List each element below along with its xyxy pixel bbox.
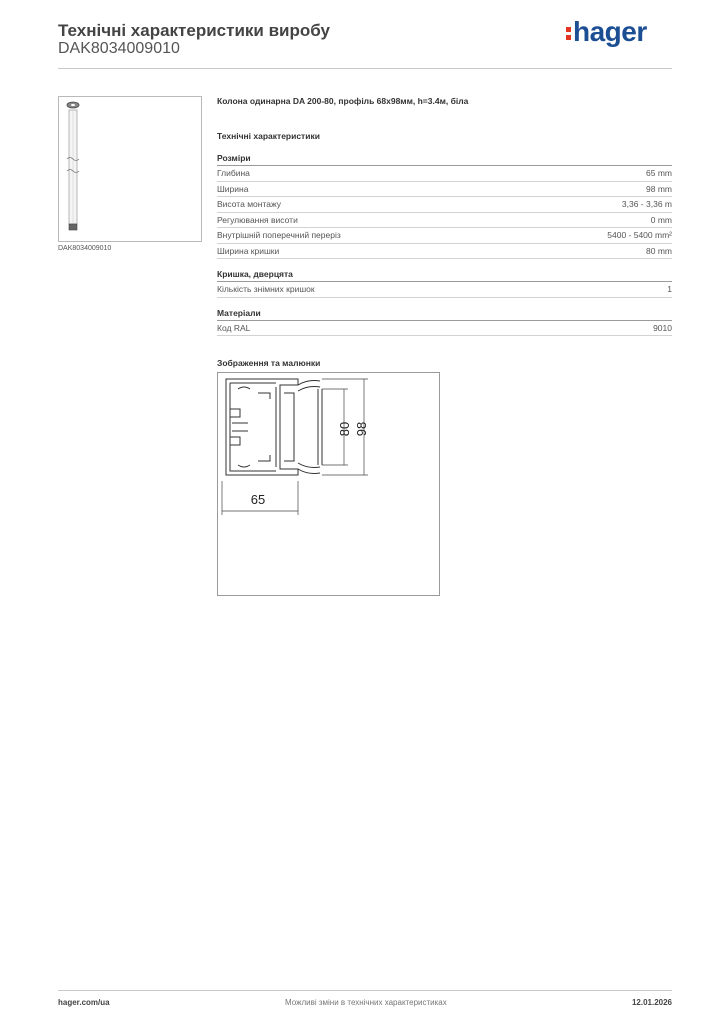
- spec-value: 5400 - 5400 mm²: [607, 230, 672, 240]
- spec-value: 9010: [653, 322, 672, 333]
- footer-divider: [58, 990, 672, 991]
- footer-website-link[interactable]: hager.com/ua: [58, 998, 110, 1007]
- column-product-icon: [59, 97, 201, 241]
- spec-group-title: Розміри: [217, 153, 672, 166]
- header-product-code: DAK8034009010: [58, 40, 180, 57]
- logo-dots-icon: [566, 24, 571, 43]
- spec-row: [217, 166, 672, 182]
- specs-section-title: Технічні характеристики: [217, 131, 320, 141]
- spec-label: Код RAL: [217, 322, 251, 333]
- product-title: Колона одинарна DA 200-80, профіль 68х98мм, h=3.4м, біла: [217, 96, 469, 106]
- footer-notice: Можливі зміни в технічних характеристиках: [285, 998, 447, 1007]
- header-divider: [58, 68, 672, 69]
- drawings-section-title: Зображення та малюнки: [217, 358, 321, 368]
- dimension-depth-label: 65: [250, 492, 266, 507]
- spec-label: Ширина кришки: [217, 245, 280, 256]
- spec-group-title: Матеріали: [217, 308, 672, 321]
- spec-value: 1: [667, 284, 672, 294]
- spec-label: Внутрішній поперечний переріз: [217, 230, 341, 240]
- spec-row: [217, 282, 672, 298]
- product-thumbnail: [58, 96, 202, 242]
- dimension-cover-label: 80: [337, 421, 352, 437]
- spec-label: Регулювання висоти: [217, 214, 298, 225]
- technical-drawing: [217, 372, 440, 596]
- spec-row: [217, 321, 672, 337]
- hager-logo[interactable]: [566, 16, 647, 48]
- dimension-width-label: 98: [354, 421, 369, 437]
- spec-row: [217, 228, 672, 244]
- spec-value: 65 mm: [646, 168, 672, 178]
- product-details: [217, 96, 672, 380]
- footer-date: 12.01.2026: [631, 998, 672, 1007]
- spec-value: 98 mm: [646, 183, 672, 194]
- spec-value: 3,36 - 3,36 m: [621, 199, 672, 209]
- header-title: Технічні характеристики виробу: [58, 21, 330, 40]
- spec-label: Кількість знімних кришок: [217, 284, 315, 294]
- spec-group-materials: [217, 308, 672, 337]
- spec-group-dimensions: [217, 153, 672, 259]
- spec-row: [217, 244, 672, 260]
- spec-group-title: Кришка, дверцята: [217, 269, 672, 282]
- spec-row: [217, 182, 672, 198]
- logo-text: hager: [573, 16, 647, 47]
- spec-value: 0 mm: [650, 214, 672, 225]
- spec-label: Висота монтажу: [217, 199, 282, 209]
- spec-group-cover: [217, 269, 672, 298]
- spec-value: 80 mm: [646, 245, 672, 256]
- spec-label: Глибина: [217, 168, 250, 178]
- spec-row: [217, 213, 672, 229]
- profile-cross-section-drawing: [218, 373, 439, 595]
- spec-label: Ширина: [217, 183, 249, 194]
- spec-row: [217, 197, 672, 213]
- thumbnail-caption: DAK8034009010: [58, 245, 112, 252]
